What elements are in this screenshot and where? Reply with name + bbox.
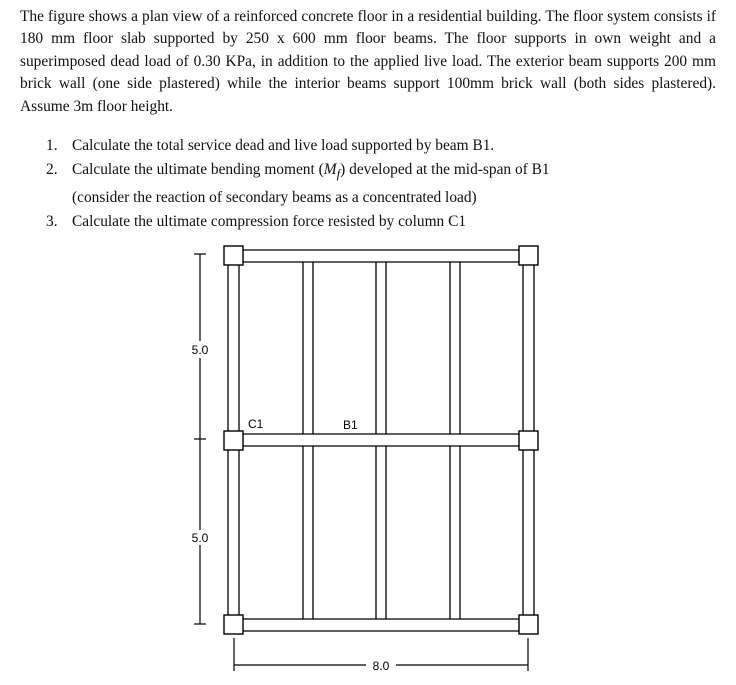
middle-beam [234,434,528,446]
question-2-text-before: Calculate the ultimate bending moment ( [72,160,324,178]
question-2-number: 2. [46,160,58,178]
question-3-number: 3. [46,212,58,230]
dimension-lower-span: 5.0 [191,531,209,545]
question-2-text-after: ) developed at the mid-span of B1 [340,160,550,178]
secondary-beam-1 [303,262,313,619]
question-2-continuation: (consider the reaction of secondary beams as a concentrated load) [72,189,477,207]
column-top-left [224,246,243,265]
moment-subscript: f [336,166,341,181]
beam-label-b1: B1 [343,418,358,432]
dimension-upper-span: 5.0 [191,343,209,357]
question-1-text: Calculate the total service dead and live load supported by beam B1. [72,137,495,154]
top-beam [234,250,528,262]
dimension-width: 8.0 [372,659,390,673]
question-3-text: Calculate the ultimate compression force resisted by column C1 [72,212,467,230]
question-1-number: 1. [46,137,58,154]
column-middle-left [224,431,243,450]
column-top-right [519,246,538,265]
column-bottom-left [224,615,243,634]
moment-symbol: M [323,160,337,178]
column-bottom-right [519,615,538,634]
column-label-c1: C1 [248,417,264,431]
vertical-dimension [194,254,206,624]
secondary-beam-3 [450,262,460,619]
problem-paragraph: The figure shows a plan view of a reinforced concrete floor in a residential building. The floor system consists if 180 mm floor slab supported by 250 x 600 mm floor beams. The floor supports in own weight and a superimposed dead load of 0.30 KPa, in addition to the applied live load. The exterior beam supports 200 mm brick wall (one side plastered) while the interior beams support 100mm brick wall (both sides plastered). Assume 3m floor height. [20,8,716,115]
column-middle-right [519,431,538,450]
secondary-beam-2 [376,262,386,619]
bottom-beam [234,619,528,631]
